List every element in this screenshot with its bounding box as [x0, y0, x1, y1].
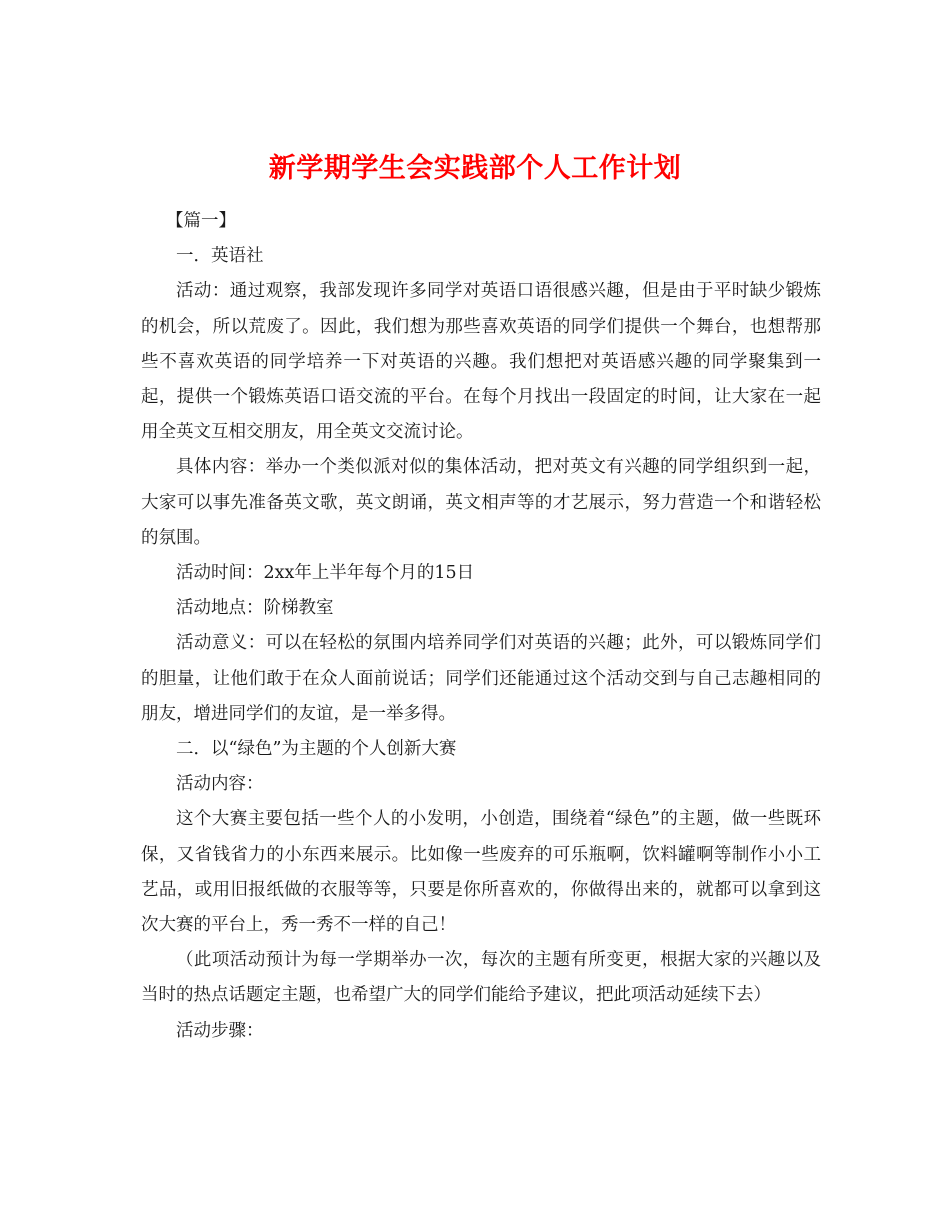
paragraph-location: 活动地点：阶梯教室	[176, 598, 334, 619]
paragraph-activity: 活动：通过观察，我部发现许多同学对英语口语很感兴趣，但是由于平时缺少锻炼的机会，所以荒废了。因此，我们想为那些喜欢英语的同学们提供一个舞台，也想帮那些不喜欢英语的同学培养一下对英语的兴趣。我们想把对英语感兴趣的同学聚集到一起，提供一个锻炼英语口语交流的平台。在每个月找出一段固定的时间，让大家在一起用全英文互相交朋友，用全英文交流讨论。	[141, 281, 821, 443]
document-title: 新学期学生会实践部个人工作计划	[268, 153, 682, 185]
paragraph-content-label: 活动内容：	[176, 774, 264, 795]
paragraph-details: 具体内容：举办一个类似派对似的集体活动，把对英文有兴趣的同学组织到一起，大家可以事先准备英文歌，英文朗诵，英文相声等的才艺展示，努力营造一个和谐轻松的氛围。	[141, 457, 821, 548]
heading-green-contest: 二．以“绿色”为主题的个人创新大赛	[176, 739, 457, 760]
document-body	[141, 204, 821, 1049]
section-marker: 【篇一】	[166, 211, 236, 231]
heading-english-club: 一．英语社	[176, 246, 264, 267]
paragraph-significance: 活动意义：可以在轻松的氛围内培养同学们对英语的兴趣；此外，可以锻炼同学们的胆量，让他们敢于在众人面前说话；同学们还能通过这个活动交到与自己志趣相同的朋友，增进同学们的友谊，是一举多得。	[141, 633, 821, 724]
paragraph-note: （此项活动预计为每一学期举办一次，每次的主题有所变更，根据大家的兴趣以及当时的热点话题定主题，也希望广大的同学们能给予建议，把此项活动延续下去）	[141, 950, 821, 1006]
paragraph-steps-label: 活动步骤：	[176, 1020, 264, 1041]
paragraph-contest-description: 这个大赛主要包括一些个人的小发明，小创造，围绕着“绿色”的主题，做一些既环保，又省钱省力的小东西来展示。比如像一些废弃的可乐瓶啊，饮料罐啊等制作小小工艺品，或用旧报纸做的衣服等等，只要是你所喜欢的，你做得出来的，就都可以拿到这次大赛的平台上，秀一秀不一样的自己！	[141, 809, 821, 936]
paragraph-time: 活动时间：2xx年上半年每个月的15日	[176, 563, 475, 584]
